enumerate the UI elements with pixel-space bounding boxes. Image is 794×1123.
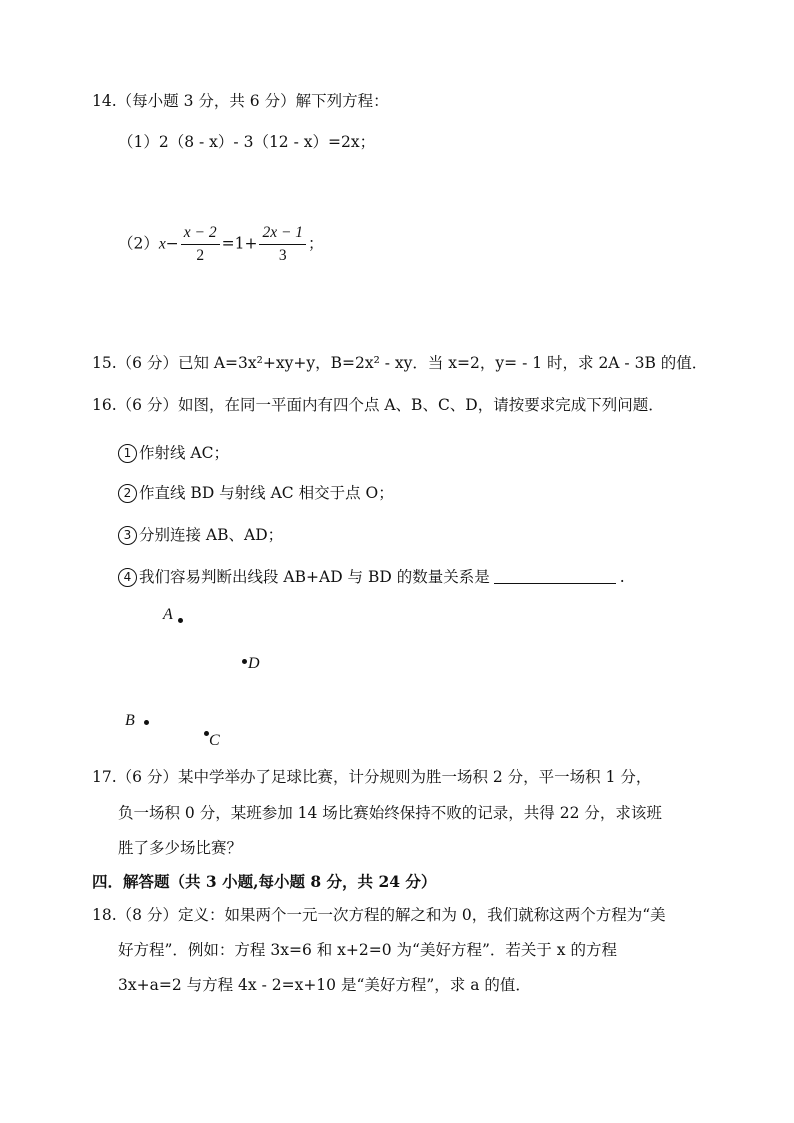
point-d-label: D xyxy=(248,655,260,672)
q14-part2-minus: − xyxy=(165,234,179,253)
answer-blank[interactable] xyxy=(494,569,616,584)
q14-part2-equals: =1+ xyxy=(221,234,258,253)
q14-part2-end: ； xyxy=(308,234,324,253)
q14-fraction-1 xyxy=(181,224,220,265)
q16-item-4-tail: . xyxy=(619,568,625,586)
point-b-dot xyxy=(144,720,149,725)
q16-item-3 xyxy=(118,523,283,545)
q14-part2 xyxy=(118,224,324,265)
point-b-label: B xyxy=(125,712,135,729)
q16-item-4 xyxy=(118,565,625,587)
q16-item-4-text: 我们容易判断出线段 AB+AD 与 BD 的数量关系是 xyxy=(139,568,490,586)
section-4-title: 四．解答题（共 3 小题,每小题 8 分，共 24 分） xyxy=(92,872,437,891)
point-a-label: A xyxy=(163,606,173,623)
q15-text: 15.（6 分）已知 A=3x²+xy+y，B=2x² - xy．当 x=2，y= - 1 时，求 2A - 3B 的值． xyxy=(92,354,708,372)
q14-fraction-1-numerator: x − 2 xyxy=(181,224,220,245)
circled-number-4: 4 xyxy=(118,568,137,587)
circled-number-2: 2 xyxy=(118,484,137,503)
q14-fraction-2-denominator: 3 xyxy=(278,247,287,264)
q16-heading: 16.（6 分）如图，在同一平面内有四个点 A、B、C、D，请按要求完成下列问题． xyxy=(92,396,664,414)
q17-line-3: 胜了多少场比赛？ xyxy=(118,839,243,857)
q18-line-2: 好方程”．例如：方程 3x=6 和 x+2=0 为“美好方程”．若关于 x 的方程 xyxy=(118,941,617,959)
q14-fraction-2-numerator: 2x − 1 xyxy=(259,224,306,245)
q16-item-1-text: 作射线 AC； xyxy=(139,444,229,462)
q18-line-3: 3x+a=2 与方程 4x - 2=x+10 是“美好方程”，求 a 的值． xyxy=(118,976,531,994)
q16-item-1 xyxy=(118,441,229,463)
q14-part2-prefix: （2） xyxy=(118,234,159,253)
q14-part1: （1）2（8 - x）- 3（12 - x）=2x； xyxy=(118,133,376,151)
q16-item-2-text: 作直线 BD 与射线 AC 相交于点 O； xyxy=(139,484,394,502)
q14-fraction-1-denominator: 2 xyxy=(196,247,205,264)
q14-heading: 14.（每小题 3 分，共 6 分）解下列方程： xyxy=(92,92,389,110)
q14-part2-x: x xyxy=(158,235,166,253)
q17-line-2: 负一场积 0 分，某班参加 14 场比赛始终保持不败的记录，共得 22 分，求该班 xyxy=(118,804,662,822)
circled-number-1: 1 xyxy=(118,444,137,463)
point-c-label: C xyxy=(209,732,220,749)
point-d-dot xyxy=(242,659,247,664)
point-a-dot xyxy=(178,618,183,623)
q17-line-1: 17.（6 分）某中学举办了足球比赛，计分规则为胜一场积 2 分，平一场积 1 分， xyxy=(92,768,652,786)
q16-item-3-text: 分别连接 AB、AD； xyxy=(139,526,284,544)
q14-fraction-2 xyxy=(259,224,306,265)
circled-number-3: 3 xyxy=(118,526,137,545)
q18-line-1: 18.（8 分）定义：如果两个一元一次方程的解之和为 0，我们就称这两个方程为“美 xyxy=(92,906,666,924)
q16-item-2 xyxy=(118,481,394,503)
